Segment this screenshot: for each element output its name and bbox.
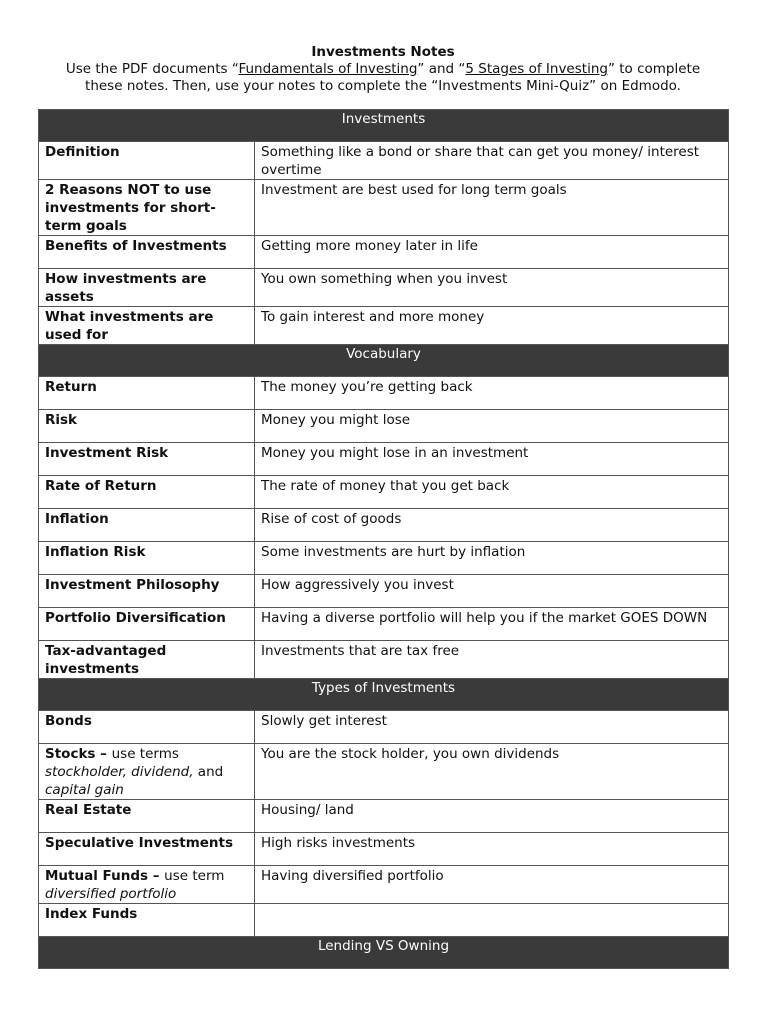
- term-note: use terms: [111, 746, 179, 762]
- answer-cell[interactable]: High risks investments: [255, 833, 729, 866]
- table-row: [39, 509, 729, 542]
- table-row: [39, 641, 729, 679]
- answer-cell[interactable]: Something like a bond or share that can get you money/ interest overtime: [255, 142, 729, 180]
- answer-cell[interactable]: Investments that are tax free: [255, 641, 729, 679]
- term-cell: Investment Philosophy: [39, 575, 255, 608]
- answer-cell[interactable]: Slowly get interest: [255, 711, 729, 744]
- table-row: [39, 833, 729, 866]
- table-row: [39, 542, 729, 575]
- term-label: Mutual Funds –: [45, 868, 165, 884]
- term-cell: Risk: [39, 410, 255, 443]
- term-cell: Definition: [39, 142, 255, 180]
- term-cell: Investment Risk: [39, 443, 255, 476]
- page-title: Investments Notes: [311, 44, 455, 60]
- doc-link-fundamentals[interactable]: Fundamentals of Investing: [238, 61, 418, 77]
- table-row: [39, 269, 729, 307]
- answer-cell[interactable]: Housing/ land: [255, 800, 729, 833]
- table-row: [39, 377, 729, 410]
- term-cell: Bonds: [39, 711, 255, 744]
- section-title: Vocabulary: [39, 345, 729, 377]
- answer-cell[interactable]: Money you might lose: [255, 410, 729, 443]
- answer-cell[interactable]: Having a diverse portfolio will help you if the market GOES DOWN: [255, 608, 729, 641]
- term-cell: Return: [39, 377, 255, 410]
- answer-cell[interactable]: You own something when you invest: [255, 269, 729, 307]
- section-title: Lending VS Owning: [39, 937, 729, 969]
- term-cell: [39, 866, 255, 904]
- term-label: Stocks –: [45, 746, 112, 762]
- instructions-line-2: these notes. Then, use your notes to complete the “Investments Mini-Quiz” on Edmodo.: [85, 78, 681, 94]
- table-row: [39, 711, 729, 744]
- section-header-lending: [39, 937, 729, 969]
- term-note-italic: stockholder, dividend,: [45, 764, 194, 780]
- instructions-line-1: [38, 61, 728, 78]
- term-cell: Inflation Risk: [39, 542, 255, 575]
- answer-cell[interactable]: Rise of cost of goods: [255, 509, 729, 542]
- term-cell: What investments are used for: [39, 307, 255, 345]
- table-row: [39, 443, 729, 476]
- section-title: Investments: [39, 110, 729, 142]
- answer-cell[interactable]: [255, 904, 729, 937]
- term-note-italic: capital gain: [45, 782, 124, 798]
- term-cell: 2 Reasons NOT to use investments for short-term goals: [39, 180, 255, 236]
- table-row: [39, 410, 729, 443]
- term-cell: Index Funds: [39, 904, 255, 937]
- doc-link-five-stages[interactable]: 5 Stages of Investing: [465, 61, 608, 77]
- term-cell: Tax-advantaged investments: [39, 641, 255, 679]
- table-row: [39, 608, 729, 641]
- notes-table: [38, 109, 729, 969]
- table-row: [39, 307, 729, 345]
- section-title: Types of Investments: [39, 679, 729, 711]
- answer-cell[interactable]: The rate of money that you get back: [255, 476, 729, 509]
- term-note: use term: [164, 868, 225, 884]
- table-row: [39, 142, 729, 180]
- table-row: [39, 575, 729, 608]
- term-note-italic: diversified portfolio: [45, 886, 177, 902]
- answer-cell[interactable]: Getting more money later in life: [255, 236, 729, 269]
- table-row: [39, 180, 729, 236]
- term-cell: Rate of Return: [39, 476, 255, 509]
- section-header-vocabulary: [39, 345, 729, 377]
- instructions-text: ” to complete: [607, 61, 701, 77]
- answer-cell[interactable]: Money you might lose in an investment: [255, 443, 729, 476]
- section-header-types: [39, 679, 729, 711]
- term-cell: Speculative Investments: [39, 833, 255, 866]
- table-row: [39, 800, 729, 833]
- term-cell: Real Estate: [39, 800, 255, 833]
- answer-cell[interactable]: To gain interest and more money: [255, 307, 729, 345]
- term-cell: How investments are assets: [39, 269, 255, 307]
- answer-cell[interactable]: Investment are best used for long term goals: [255, 180, 729, 236]
- section-header-investments: [39, 110, 729, 142]
- table-row: [39, 866, 729, 904]
- term-cell: Benefits of Investments: [39, 236, 255, 269]
- table-row: [39, 476, 729, 509]
- term-cell: Inflation: [39, 509, 255, 542]
- answer-cell[interactable]: Some investments are hurt by inflation: [255, 542, 729, 575]
- table-row: [39, 904, 729, 937]
- table-row: [39, 236, 729, 269]
- table-row: [39, 744, 729, 800]
- term-note: and: [193, 764, 224, 780]
- term-cell: Portfolio Diversification: [39, 608, 255, 641]
- answer-cell[interactable]: You are the stock holder, you own dividends: [255, 744, 729, 800]
- notes-header: [38, 44, 728, 95]
- instructions-text: Use the PDF documents “: [65, 61, 239, 77]
- answer-cell[interactable]: The money you’re getting back: [255, 377, 729, 410]
- term-cell: [39, 744, 255, 800]
- instructions-text: ” and “: [417, 61, 466, 77]
- answer-cell[interactable]: Having diversified portfolio: [255, 866, 729, 904]
- answer-cell[interactable]: How aggressively you invest: [255, 575, 729, 608]
